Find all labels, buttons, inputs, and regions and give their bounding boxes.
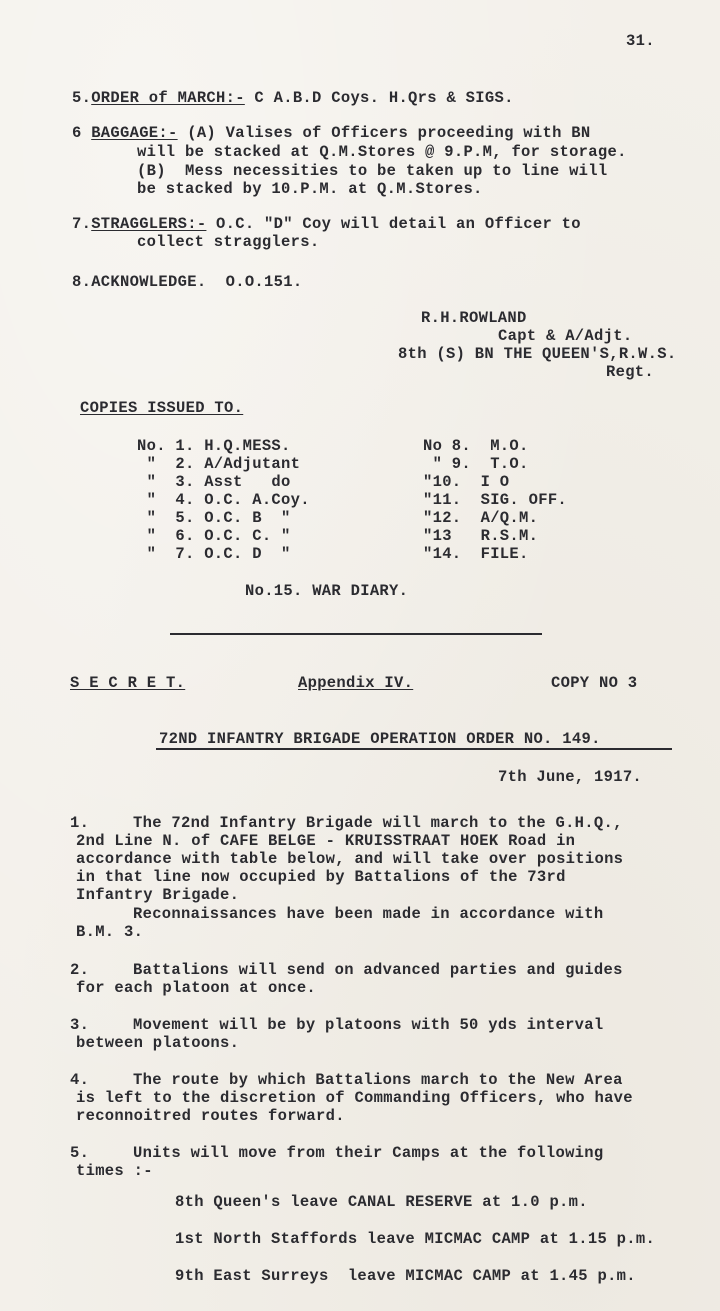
paragraph-line: B.M. 3. <box>76 923 144 941</box>
order-title: 72ND INFANTRY BRIGADE OPERATION ORDER NO. 149. <box>159 730 601 748</box>
copies-heading: COPIES ISSUED TO. <box>80 399 244 417</box>
paragraph-line: Reconnaissances have been made in accordance with <box>133 905 604 923</box>
copy-entry: " 9. T.O. <box>423 455 529 473</box>
paragraph-number: 3. <box>70 1016 90 1034</box>
secret-label: S E C R E T. <box>70 674 186 692</box>
signature-rank: Capt & A/Adjt. <box>498 327 633 345</box>
item-number: 7. <box>72 215 92 233</box>
move-entry: 9th East Surreys leave MICMAC CAMP at 1.45 p.m. <box>175 1267 636 1285</box>
order-item-6 <box>72 124 591 142</box>
paragraph-number: 1. <box>70 814 90 832</box>
paragraph-line: times :- <box>76 1162 153 1180</box>
signature-unit: 8th (S) BN THE QUEEN'S,R.W.S. <box>398 345 677 363</box>
copy-entry: "10. I O <box>423 473 510 491</box>
copy-entry: " 3. Asst do <box>137 473 291 491</box>
copy-entry: "11. SIG. OFF. <box>423 491 568 509</box>
paragraph-line: for each platoon at once. <box>76 979 317 997</box>
copy-entry: No 8. M.O. <box>423 437 529 455</box>
copy-entry: " 6. O.C. C. " <box>137 527 291 545</box>
copy-entry: "14. FILE. <box>423 545 529 563</box>
paragraph-line: Units will move from their Camps at the following <box>133 1144 604 1162</box>
page-number: 31. <box>626 32 655 50</box>
signature-regt: Regt. <box>606 363 655 381</box>
paragraph-line: Movement will be by platoons with 50 yds interval <box>133 1016 604 1034</box>
paragraph-line: Infantry Brigade. <box>76 886 240 904</box>
title-underline <box>156 748 672 750</box>
copy-number: COPY NO 3 <box>551 674 638 692</box>
order-item-5 <box>72 89 514 107</box>
move-entry: 8th Queen's leave CANAL RESERVE at 1.0 p.m. <box>175 1193 588 1211</box>
item-label: BAGGAGE:- <box>91 124 178 142</box>
copy-entry: " 4. O.C. A.Coy. <box>137 491 310 509</box>
item-line: (B) Mess necessities to be taken up to line will <box>137 162 608 180</box>
order-date: 7th June, 1917. <box>498 768 643 786</box>
paragraph-line: Battalions will send on advanced parties and guides <box>133 961 623 979</box>
appendix-label: Appendix IV. <box>298 674 414 692</box>
copy-entry: "13 R.S.M. <box>423 527 539 545</box>
item-text: C A.B.D Coys. H.Qrs & SIGS. <box>244 89 514 107</box>
item-line: be stacked by 10.P.M. at Q.M.Stores. <box>137 180 483 198</box>
move-entry: 1st North Staffords leave MICMAC CAMP at 1.15 p.m. <box>175 1230 656 1248</box>
paragraph-line: between platoons. <box>76 1034 240 1052</box>
paragraph-line: 2nd Line N. of CAFE BELGE - KRUISSTRAAT HOEK Road in <box>76 832 576 850</box>
item-text: (A) Valises of Officers proceeding with BN <box>177 124 591 142</box>
copy-entry: " 5. O.C. B " <box>137 509 291 527</box>
copy-entry: " 7. O.C. D " <box>137 545 291 563</box>
paragraph-number: 2. <box>70 961 90 979</box>
order-item-8: 8.ACKNOWLEDGE. O.O.151. <box>72 273 303 291</box>
item-line: collect stragglers. <box>137 233 320 251</box>
item-number: 6 <box>72 124 92 142</box>
order-item-7 <box>72 215 581 233</box>
paragraph-line: The 72nd Infantry Brigade will march to the G.H.Q., <box>133 814 623 832</box>
item-text: O.C. "D" Coy will detail an Officer to <box>206 215 581 233</box>
item-line: will be stacked at Q.M.Stores @ 9.P.M, for storage. <box>137 143 627 161</box>
paragraph-line: is left to the discretion of Commanding Officers, who have <box>76 1089 633 1107</box>
paragraph-number: 5. <box>70 1144 90 1162</box>
section-divider <box>170 633 542 635</box>
item-label: ORDER of MARCH:- <box>91 89 245 107</box>
paragraph-line: accordance with table below, and will take over positions <box>76 850 624 868</box>
copy-entry: No. 1. H.Q.MESS. <box>137 437 291 455</box>
item-number: 5. <box>72 89 92 107</box>
paragraph-number: 4. <box>70 1071 90 1089</box>
paragraph-line: The route by which Battalions march to the New Area <box>133 1071 623 1089</box>
item-label: STRAGGLERS:- <box>91 215 207 233</box>
paragraph-line: reconnoitred routes forward. <box>76 1107 345 1125</box>
paragraph-line: in that line now occupied by Battalions of the 73rd <box>76 868 566 886</box>
copy-war-diary: No.15. WAR DIARY. <box>245 582 409 600</box>
signature-name: R.H.ROWLAND <box>421 309 527 327</box>
copy-entry: "12. A/Q.M. <box>423 509 539 527</box>
copy-entry: " 2. A/Adjutant <box>137 455 301 473</box>
